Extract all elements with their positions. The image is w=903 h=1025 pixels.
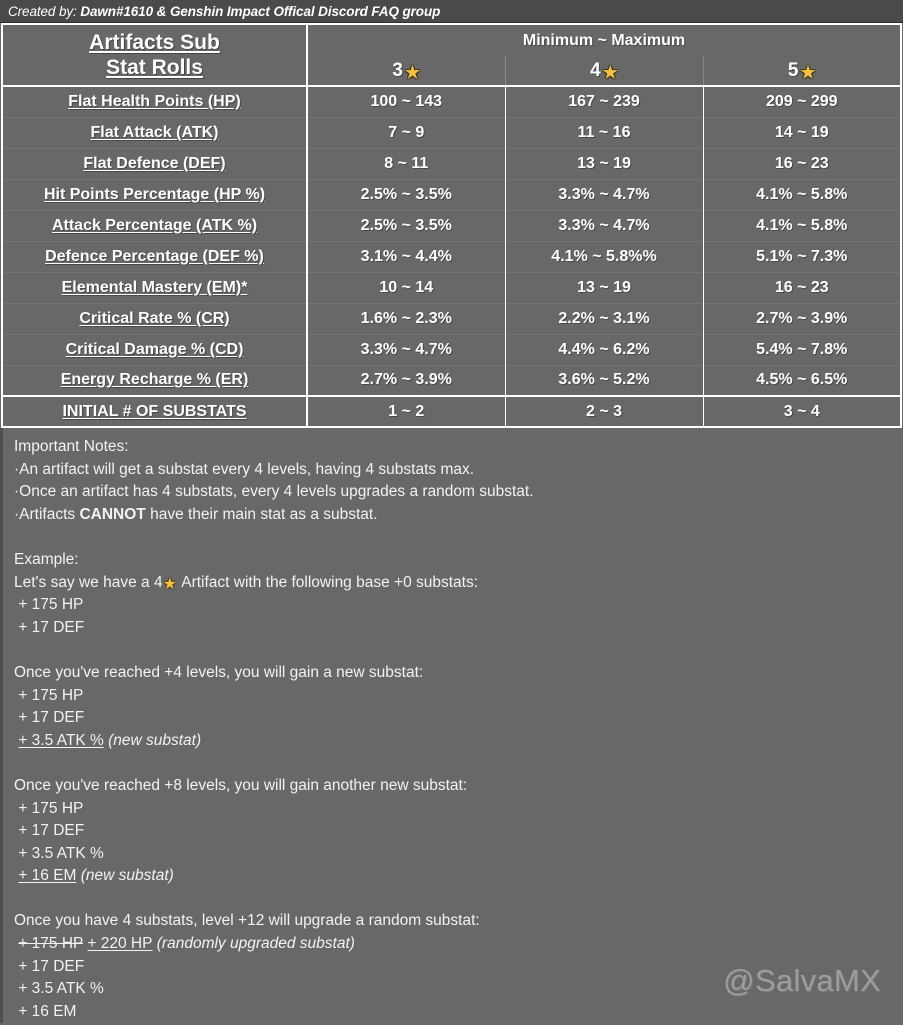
table-title-cell — [2, 24, 307, 86]
stat-value-5star: 2.7% ~ 3.9% — [703, 303, 901, 334]
table-row — [2, 303, 901, 334]
note-bullet-3: ·Artifacts CANNOT have their main stat as a substat. — [14, 505, 378, 523]
stat-value-3star: 2.5% ~ 3.5% — [307, 210, 505, 241]
example-intro: Let's say we have a 4★ Artifact with the following base +0 substats: — [14, 573, 479, 593]
table-head — [2, 24, 901, 86]
table-row — [2, 365, 901, 396]
table-row — [2, 86, 901, 117]
step-plus8-atk: + 3.5 ATK % — [14, 844, 104, 862]
table-row — [2, 117, 901, 148]
rarity-header-3star — [307, 56, 505, 86]
stat-value-4star: 13 ~ 19 — [505, 272, 703, 303]
stat-name: Flat Health Points (HP) — [2, 86, 307, 117]
stat-value-5star: 4.1% ~ 5.8% — [703, 210, 901, 241]
substat-rolls-table — [1, 23, 902, 428]
stat-value-4star: 11 ~ 16 — [505, 117, 703, 148]
step-plus4-heading: Once you've reached +4 levels, you will gain a new substat: — [14, 663, 424, 681]
rarity-header-4star — [505, 56, 703, 86]
star-icon: ★ — [404, 62, 421, 82]
stat-value-5star: 16 ~ 23 — [703, 148, 901, 179]
table-header-row-1 — [2, 24, 901, 56]
range-header-cell: Minimum ~ Maximum — [307, 24, 901, 56]
stat-name: Energy Recharge % (ER) — [2, 365, 307, 396]
credit-author: Dawn#1610 & Genshin Impact Offical Discord FAQ group — [80, 3, 441, 19]
stat-value-5star: 16 ~ 23 — [703, 272, 901, 303]
stat-value-3star: 3.3% ~ 4.7% — [307, 334, 505, 365]
star-icon: ★ — [602, 62, 618, 82]
note-bullet-2: ·Once an artifact has 4 substats, every 4 levels upgrades a random substat. — [14, 483, 534, 501]
initial-value-4star: 2 ~ 3 — [505, 396, 703, 427]
star-icon: ★ — [800, 62, 816, 82]
old-hp-value: + 175 HP — [18, 935, 84, 953]
new-hp-value: + 220 HP — [87, 935, 153, 953]
star-icon: ★ — [162, 575, 177, 593]
step-plus12-def: + 17 DEF — [14, 957, 85, 975]
stat-name: Flat Defence (DEF) — [2, 148, 307, 179]
rarity-header-5star — [703, 56, 901, 86]
spacer — [14, 526, 903, 549]
example-heading: Example: — [14, 550, 79, 568]
stat-value-4star: 167 ~ 239 — [505, 86, 703, 117]
stat-value-3star: 2.7% ~ 3.9% — [307, 365, 505, 396]
step-plus4-hp: + 175 HP — [14, 686, 84, 704]
step-plus12-atk: + 3.5 ATK % — [14, 980, 104, 998]
stat-value-5star: 14 ~ 19 — [703, 117, 901, 148]
initial-substats-row — [2, 396, 901, 427]
table-title-line2: Stat Rolls — [106, 56, 203, 79]
base-substat-def: + 17 DEF — [14, 618, 85, 636]
stat-value-5star: 209 ~ 299 — [703, 86, 901, 117]
credit-bar — [0, 0, 903, 23]
table-row — [2, 334, 901, 365]
stat-value-5star: 4.5% ~ 6.5% — [703, 365, 901, 396]
stat-value-4star: 2.2% ~ 3.1% — [505, 303, 703, 334]
spacer — [14, 639, 903, 662]
stat-name: Critical Damage % (CD) — [2, 334, 307, 365]
initial-substats-label: INITIAL # OF SUBSTATS — [2, 396, 307, 427]
credit-text — [8, 4, 440, 19]
stat-value-3star: 1.6% ~ 2.3% — [307, 303, 505, 334]
initial-value-3star: 1 ~ 2 — [307, 396, 505, 427]
stat-value-3star: 100 ~ 143 — [307, 86, 505, 117]
rarity-3-label: 3 — [392, 59, 403, 81]
table-title-line1: Artifacts Sub — [89, 31, 220, 54]
stat-value-3star: 10 ~ 14 — [307, 272, 505, 303]
stat-value-4star: 3.6% ~ 5.2% — [505, 365, 703, 396]
watermark: @SalvaMX — [723, 963, 881, 998]
table-row — [2, 179, 901, 210]
stat-value-4star: 13 ~ 19 — [505, 148, 703, 179]
stat-name: Hit Points Percentage (HP %) — [2, 179, 307, 210]
initial-value-5star: 3 ~ 4 — [703, 396, 901, 427]
stat-value-5star: 4.1% ~ 5.8% — [703, 179, 901, 210]
credit-prefix: Created by: — [8, 3, 77, 19]
step-plus8-def: + 17 DEF — [14, 822, 85, 840]
step-plus4-def: + 17 DEF — [14, 709, 85, 727]
rarity-5-label: 5 — [787, 59, 799, 81]
stat-value-4star: 4.4% ~ 6.2% — [505, 334, 703, 365]
step-plus8-new-substat: + 16 EM (new substat) — [18, 867, 174, 885]
rarity-4-label: 4 — [590, 59, 601, 81]
step-plus8-hp: + 175 HP — [14, 799, 84, 817]
stat-value-4star: 3.3% ~ 4.7% — [505, 179, 703, 210]
spacer — [14, 888, 903, 911]
step-plus12-heading: Once you have 4 substats, level +12 will upgrade a random substat: — [14, 912, 480, 930]
table-body — [2, 86, 901, 427]
stat-name: Flat Attack (ATK) — [2, 117, 307, 148]
stat-name: Attack Percentage (ATK %) — [2, 210, 307, 241]
stat-name: Defence Percentage (DEF %) — [2, 241, 307, 272]
substat-table-wrap — [0, 23, 903, 428]
base-substat-hp: + 175 HP — [14, 596, 84, 614]
table-row — [2, 241, 901, 272]
stat-name: Critical Rate % (CR) — [2, 303, 307, 334]
step-plus12-upgraded-hp: + 175 HP + 220 HP (randomly upgraded substat) — [18, 935, 355, 953]
step-plus4-new-substat: + 3.5 ATK % (new substat) — [18, 731, 202, 749]
notes-section — [0, 428, 903, 1023]
stat-value-3star: 8 ~ 11 — [307, 148, 505, 179]
stat-value-3star: 3.1% ~ 4.4% — [307, 241, 505, 272]
stat-value-3star: 7 ~ 9 — [307, 117, 505, 148]
step-plus8-heading: Once you've reached +8 levels, you will gain another new substat: — [14, 776, 468, 794]
stat-value-3star: 2.5% ~ 3.5% — [307, 179, 505, 210]
stat-name: Elemental Mastery (EM)* — [2, 272, 307, 303]
stat-value-4star: 4.1% ~ 5.8%% — [505, 241, 703, 272]
stat-value-5star: 5.1% ~ 7.3% — [703, 241, 901, 272]
table-row — [2, 148, 901, 179]
table-row — [2, 272, 901, 303]
stat-value-4star: 3.3% ~ 4.7% — [505, 210, 703, 241]
spacer — [14, 752, 903, 775]
stat-value-5star: 5.4% ~ 7.8% — [703, 334, 901, 365]
table-row — [2, 210, 901, 241]
notes-heading: Important Notes: — [14, 438, 129, 455]
step-plus12-em: + 16 EM — [14, 1002, 77, 1020]
note-bullet-1: ·An artifact will get a substat every 4 levels, having 4 substats max. — [14, 460, 475, 478]
